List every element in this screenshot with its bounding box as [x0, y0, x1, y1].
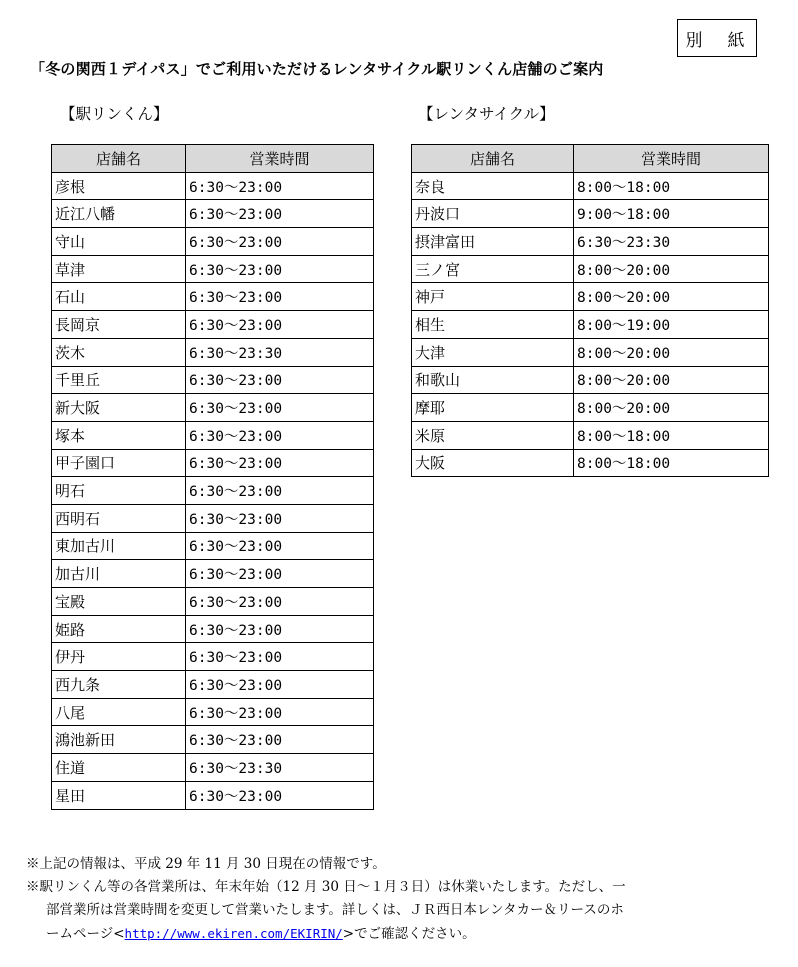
ekiren-link[interactable]: http://www.ekiren.com/EKIRIN/	[124, 926, 343, 941]
business-hours: 8:00～20:00	[574, 366, 769, 394]
business-hours: 8:00～19:00	[574, 311, 769, 339]
business-hours: 6:30～23:30	[574, 228, 769, 256]
store-name: 新大阪	[52, 394, 186, 422]
table-row	[52, 781, 374, 809]
business-hours: 6:30～23:30	[186, 754, 374, 782]
ekirin-table	[51, 144, 374, 810]
table-row	[52, 283, 374, 311]
table-row	[412, 283, 769, 311]
business-hours: 6:30～23:00	[186, 366, 374, 394]
store-name: 塚本	[52, 421, 186, 449]
store-name: 住道	[52, 754, 186, 782]
business-hours: 6:30～23:00	[186, 560, 374, 588]
business-hours: 6:30～23:00	[186, 504, 374, 532]
business-hours: 6:30～23:00	[186, 698, 374, 726]
store-name: 東加古川	[52, 532, 186, 560]
table-header-row	[52, 145, 374, 173]
table-row	[412, 172, 769, 200]
store-name: 彦根	[52, 172, 186, 200]
business-hours: 6:30～23:00	[186, 172, 374, 200]
business-hours: 6:30～23:00	[186, 421, 374, 449]
store-name: 摩耶	[412, 394, 574, 422]
rentacycle-table	[411, 144, 769, 477]
note-text: >でご確認ください。	[342, 926, 476, 942]
column-header-hours: 営業時間	[186, 145, 374, 173]
store-name: 大阪	[412, 449, 574, 477]
table-row	[52, 228, 374, 256]
business-hours: 6:30～23:00	[186, 477, 374, 505]
notes	[26, 853, 778, 946]
note-holiday-line3	[26, 922, 778, 946]
business-hours: 6:30～23:00	[186, 283, 374, 311]
store-name: 長岡京	[52, 311, 186, 339]
business-hours: 8:00～18:00	[574, 172, 769, 200]
store-name: 大津	[412, 338, 574, 366]
store-name: 米原	[412, 421, 574, 449]
table-row	[52, 477, 374, 505]
table-row	[412, 366, 769, 394]
business-hours: 6:30～23:00	[186, 228, 374, 256]
store-name: 摂津富田	[412, 228, 574, 256]
table-row	[52, 504, 374, 532]
column-header-store: 店舗名	[412, 145, 574, 173]
note-info-date: ※上記の情報は、平成 29 年 11 月 30 日現在の情報です。	[26, 856, 386, 872]
table-row	[52, 338, 374, 366]
table-row	[52, 698, 374, 726]
store-name: 宝殿	[52, 588, 186, 616]
table-row	[412, 421, 769, 449]
rentacycle-section-label: 【レンタサイクル】	[418, 105, 555, 123]
business-hours: 6:30～23:00	[186, 671, 374, 699]
table-row	[52, 532, 374, 560]
store-name: 奈良	[412, 172, 574, 200]
store-name: 神戸	[412, 283, 574, 311]
table-row	[52, 366, 374, 394]
business-hours: 6:30～23:00	[186, 255, 374, 283]
store-name: 三ノ宮	[412, 255, 574, 283]
note-holiday-line2: 部営業所は営業時間を変更して営業いたします。詳しくは、ＪＲ西日本レンタカー＆リースのホ	[46, 902, 624, 918]
table-row	[412, 200, 769, 228]
table-row	[412, 255, 769, 283]
store-name: 丹波口	[412, 200, 574, 228]
store-name: 石山	[52, 283, 186, 311]
store-name: 茨木	[52, 338, 186, 366]
business-hours: 8:00～20:00	[574, 255, 769, 283]
business-hours: 6:30～23:00	[186, 311, 374, 339]
table-row	[52, 615, 374, 643]
table-row	[412, 449, 769, 477]
note-text: ームページ<	[46, 926, 125, 942]
business-hours: 6:30～23:00	[186, 615, 374, 643]
store-name: 西明石	[52, 504, 186, 532]
store-name: 明石	[52, 477, 186, 505]
business-hours: 6:30～23:00	[186, 449, 374, 477]
table-row	[52, 421, 374, 449]
business-hours: 6:30～23:00	[186, 781, 374, 809]
store-name: 和歌山	[412, 366, 574, 394]
business-hours: 6:30～23:00	[186, 726, 374, 754]
attachment-label: 別 紙	[677, 19, 757, 57]
table-row	[412, 338, 769, 366]
column-header-store: 店舗名	[52, 145, 186, 173]
business-hours: 8:00～18:00	[574, 421, 769, 449]
table-row	[52, 726, 374, 754]
business-hours: 8:00～20:00	[574, 283, 769, 311]
note-holiday-line1: ※駅リンくん等の各営業所は、年末年始（12 月 30 日～１月３日）は休業いたします。ただし、一	[26, 879, 626, 895]
table-row	[52, 671, 374, 699]
table-row	[52, 560, 374, 588]
table-row	[412, 311, 769, 339]
column-header-hours: 営業時間	[574, 145, 769, 173]
table-row	[412, 228, 769, 256]
store-name: 鴻池新田	[52, 726, 186, 754]
table-row	[52, 449, 374, 477]
table-row	[52, 643, 374, 671]
table-row	[52, 200, 374, 228]
business-hours: 6:30～23:00	[186, 200, 374, 228]
business-hours: 6:30～23:00	[186, 643, 374, 671]
business-hours: 8:00～20:00	[574, 338, 769, 366]
business-hours: 6:30～23:00	[186, 588, 374, 616]
store-name: 伊丹	[52, 643, 186, 671]
store-name: 相生	[412, 311, 574, 339]
table-row	[52, 394, 374, 422]
store-name: 八尾	[52, 698, 186, 726]
store-name: 星田	[52, 781, 186, 809]
store-name: 近江八幡	[52, 200, 186, 228]
business-hours: 8:00～18:00	[574, 449, 769, 477]
business-hours: 6:30～23:00	[186, 532, 374, 560]
table-row	[412, 394, 769, 422]
table-row	[52, 588, 374, 616]
business-hours: 9:00～18:00	[574, 200, 769, 228]
store-name: 草津	[52, 255, 186, 283]
business-hours: 8:00～20:00	[574, 394, 769, 422]
store-name: 甲子園口	[52, 449, 186, 477]
table-row	[52, 172, 374, 200]
table-row	[52, 255, 374, 283]
store-name: 守山	[52, 228, 186, 256]
table-row	[52, 311, 374, 339]
store-name: 加古川	[52, 560, 186, 588]
ekirin-section-label: 【駅リンくん】	[60, 105, 169, 123]
table-row	[52, 754, 374, 782]
table-header-row	[412, 145, 769, 173]
business-hours: 6:30～23:00	[186, 394, 374, 422]
business-hours: 6:30～23:30	[186, 338, 374, 366]
page-title: 「冬の関西１デイパス」でご利用いただけるレンタサイクル駅リンくん店舗のご案内	[30, 60, 604, 78]
store-name: 姫路	[52, 615, 186, 643]
store-name: 千里丘	[52, 366, 186, 394]
store-name: 西九条	[52, 671, 186, 699]
